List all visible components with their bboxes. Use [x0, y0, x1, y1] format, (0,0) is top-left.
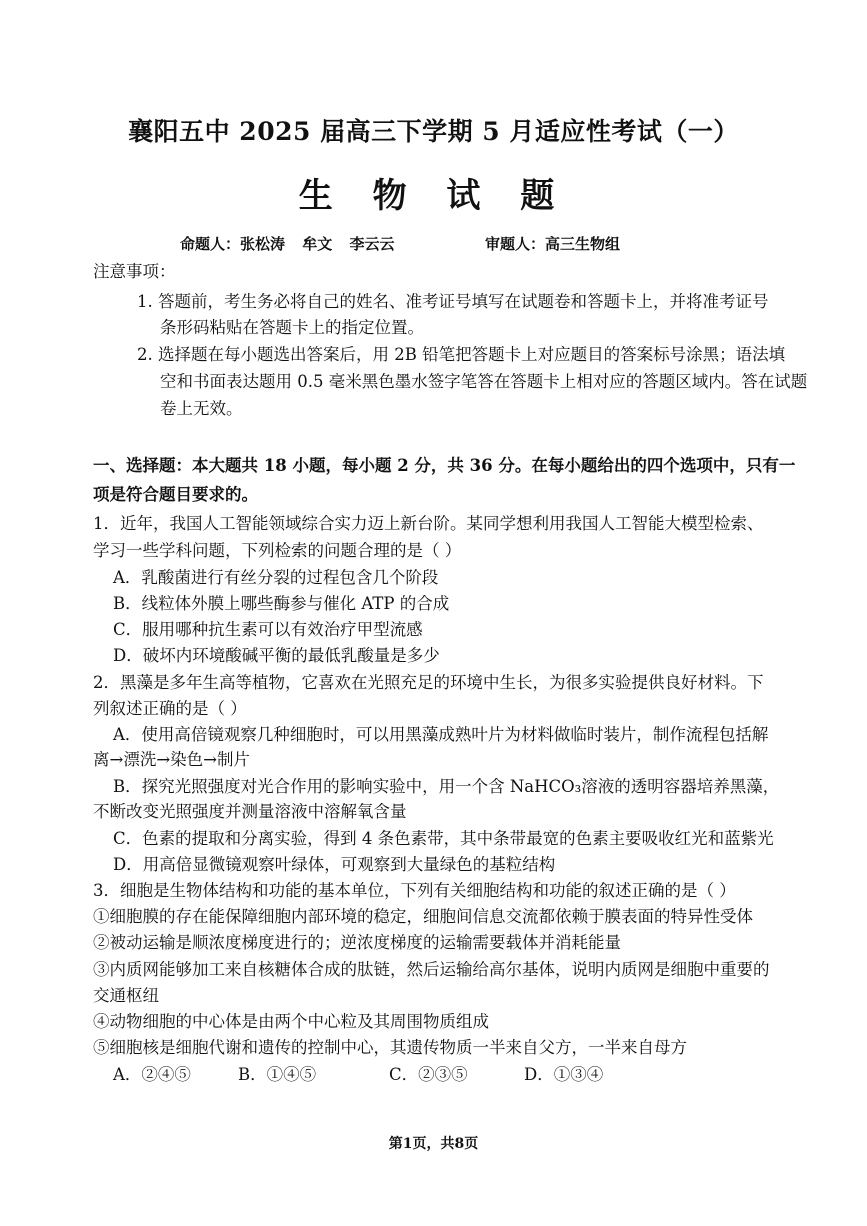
notes-heading: 注意事项： — [93, 262, 176, 281]
q2-option-a-line-2: 离→漂洗→染色→制片 — [93, 750, 250, 769]
q3-option-d: D．①③④ — [524, 1065, 604, 1084]
q3-option-a: A．②④⑤ — [113, 1065, 191, 1084]
q1-stem-line-1: 1．近年，我国人工智能领域综合实力迈上新台阶。某同学想利用我国人工智能大模型检索、 — [93, 514, 764, 533]
note-2-line-1: 2. 选择题在每小题选出答案后，用 2B 铅笔把答题卡上对应题目的答案标号涂黑；语法填 — [137, 345, 786, 364]
q2-stem-line-2: 列叙述正确的是（ ） — [93, 699, 247, 718]
exam-title: 襄阳五中 2025 届高三下学期 5 月适应性考试（一） — [128, 117, 739, 146]
q1-stem-line-2: 学习一些学科问题，下列检索的问题合理的是（ ） — [93, 541, 462, 560]
author-3: 李云云 — [349, 235, 395, 253]
note-1-line-2: 条形码粘贴在答题卡上的指定位置。 — [160, 318, 424, 337]
q2-option-d: D．用高倍显微镜观察叶绿体，可观察到大量绿色的基粒结构 — [113, 855, 556, 874]
q1-option-b: B．线粒体外膜上哪些酶参与催化 ATP 的合成 — [113, 594, 450, 613]
q3-statement-2: ②被动运输是顺浓度梯度进行的；逆浓度梯度的运输需要载体并消耗能量 — [93, 933, 621, 952]
note-2-line-3: 卷上无效。 — [160, 399, 243, 418]
page-number: 第1页，共8页 — [388, 1136, 479, 1152]
author-2: 牟文 — [302, 235, 333, 253]
q2-option-c: C．色素的提取和分离实验，得到 4 条色素带，其中条带最宽的色素主要吸收红光和蓝紫光 — [113, 829, 774, 848]
q3-stem: 3．细胞是生物体结构和功能的基本单位，下列有关细胞结构和功能的叙述正确的是（ ） — [93, 881, 736, 900]
q2-stem-line-1: 2．黑藻是多年生高等植物，它喜欢在光照充足的环境中生长，为很多实验提供良好材料。下 — [93, 673, 764, 692]
note-2-line-2: 空和书面表达题用 0.5 毫米黑色墨水签字笔答在答题卡上相对应的答题区域内。答在试题 — [160, 372, 808, 391]
section-heading-line-2: 项是符合题目要求的。 — [93, 485, 258, 504]
exam-subject: 生 物 试 题 — [298, 176, 569, 216]
q2-option-b-line-2: 不断改变光照强度并测量溶液中溶解氧含量 — [93, 802, 407, 821]
reviewer: 审题人：高三生物组 — [484, 235, 620, 253]
authors-line — [180, 233, 632, 254]
q3-statement-5: ⑤细胞核是细胞代谢和遗传的控制中心，其遗传物质一半来自父方，一半来自母方 — [93, 1038, 687, 1057]
section-heading-line-1: 一、选择题：本大题共 18 小题，每小题 2 分，共 36 分。在每小题给出的四个选项中，只有一 — [93, 456, 796, 475]
q3-option-c: C．②③⑤ — [389, 1065, 468, 1084]
q1-option-d: D．破坏内环境酸碱平衡的最低乳酸量是多少 — [113, 646, 440, 665]
q3-option-b: B．①④⑤ — [238, 1065, 317, 1084]
q3-statement-3-line-2: 交通枢纽 — [93, 986, 159, 1005]
q2-option-a-line-1: A．使用高倍镜观察几种细胞时，可以用黑藻成熟叶片为材料做临时装片，制作流程包括解 — [113, 725, 769, 744]
note-1-line-1: 1. 答题前，考生务必将自己的姓名、准考证号填写在试题卷和答题卡上，并将准考证号 — [137, 292, 769, 311]
q3-statement-4: ④动物细胞的中心体是由两个中心粒及其周围物质组成 — [93, 1012, 489, 1031]
author-label: 命题人：张松涛 — [180, 235, 286, 253]
q1-option-a: A．乳酸菌进行有丝分裂的过程包含几个阶段 — [113, 568, 439, 587]
q2-option-b-line-1: B．探究光照强度对光合作用的影响实验中，用一个含 NaHCO₃溶液的透明容器培养黑藻， — [113, 777, 780, 796]
q1-option-c: C．服用哪种抗生素可以有效治疗甲型流感 — [113, 620, 423, 639]
q3-statement-3-line-1: ③内质网能够加工来自核糖体合成的肽链，然后运输给高尔基体，说明内质网是细胞中重要的 — [93, 960, 770, 979]
q3-statement-1: ①细胞膜的存在能保障细胞内部环境的稳定，细胞间信息交流都依赖于膜表面的特异性受体 — [93, 907, 753, 926]
